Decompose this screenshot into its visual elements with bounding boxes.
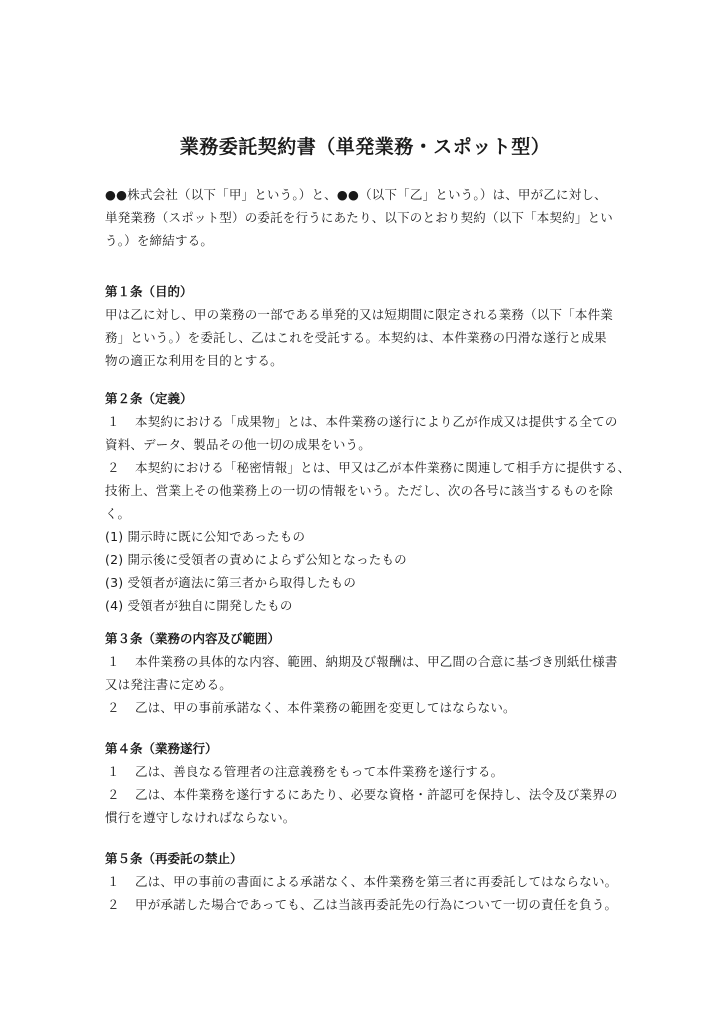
article-5 [105, 847, 625, 916]
article-heading: 第３条（業務の内容及び範囲） [105, 631, 281, 646]
paragraph-text: 本契約における「秘密情報」とは、甲又は乙が本件業務に関連して相手方に提供する、 [135, 460, 631, 475]
paragraph-number: １ [107, 874, 120, 889]
paragraph-line [105, 893, 625, 916]
paragraph-line [105, 456, 631, 479]
list-item: (3) 受領者が適法に第三者から取得したもの [105, 575, 357, 590]
article-line: 物の適正な利用を目的とする。 [105, 353, 283, 368]
paragraph-text: 乙は、善良なる管理者の注意義務をもって本件業務を遂行する。 [135, 764, 504, 779]
paragraph-number: １ [107, 654, 120, 669]
paragraph-line [105, 870, 625, 893]
paragraph-line [105, 696, 625, 719]
paragraph-line: 慣行を遵守しなければならない。 [105, 810, 296, 825]
paragraph-line [105, 760, 625, 783]
article-heading: 第４条（業務遂行） [105, 741, 218, 756]
article-2 [105, 387, 631, 617]
paragraph-text: 甲が承諾した場合であっても、乙は当該再委託先の行為について一切の責任を負う。 [135, 897, 618, 912]
paragraph-text: 乙は、本件業務を遂行するにあたり、必要な資格・許認可を保持し、法令及び業界の [135, 787, 618, 802]
article-heading: 第２条（定義） [105, 391, 193, 406]
paragraph-text: 本契約における「成果物」とは、本件業務の遂行により乙が作成又は提供する全ての [135, 414, 618, 429]
preamble [105, 183, 625, 252]
article-3 [105, 627, 625, 719]
paragraph-number: １ [107, 764, 120, 779]
paragraph-line: 又は発注書に定める。 [105, 677, 233, 692]
list-item: (2) 開示後に受領者の責めによらず公知となったもの [105, 552, 407, 567]
document-title: 業務委託契約書（単発業務・スポット型） [179, 136, 551, 158]
article-1 [105, 280, 625, 372]
list-item: (1) 開示時に既に公知であったもの [105, 529, 306, 544]
paragraph-line: 資料、データ、製品その他一切の成果をいう。 [105, 437, 371, 452]
paragraph-line: 技術上、営業上その他業務上の一切の情報をいう。ただし、次の各号に該当するものを除 [105, 483, 614, 498]
article-heading: 第１条（目的） [105, 284, 193, 299]
paragraph-line [105, 410, 625, 433]
article-4 [105, 737, 625, 829]
paragraph-text: 乙は、甲の事前承諾なく、本件業務の範囲を変更してはならない。 [135, 700, 516, 715]
paragraph-number: ２ [107, 787, 120, 802]
article-line: 甲は乙に対し、甲の業務の一部である単発的又は短期間に限定される業務（以下「本件業 [105, 307, 614, 322]
article-line: 務」という。）を委託し、乙はこれを受託する。本契約は、本件業務の円滑な遂行と成果 [105, 330, 607, 345]
paragraph-number: ２ [107, 460, 120, 475]
list-item: (4) 受領者が独自に開発したもの [105, 598, 293, 613]
article-heading: 第５条（再委託の禁止） [105, 851, 243, 866]
paragraph-line: く。 [105, 506, 131, 521]
paragraph-number: ２ [107, 700, 120, 715]
paragraph-text: 乙は、甲の事前の書面による承諾なく、本件業務を第三者に再委託してはならない。 [135, 874, 618, 889]
paragraph-number: ２ [107, 897, 120, 912]
paragraph-line [105, 650, 625, 673]
preamble-line: 単発業務（スポット型）の委託を行うにあたり、以下のとおり契約（以下「本契約」とい [105, 210, 614, 225]
preamble-line: う。）を締結する。 [105, 233, 214, 248]
preamble-line: ●●株式会社（以下「甲」という。）と、●●（以下「乙」という。）は、甲が乙に対し、 [105, 187, 607, 202]
paragraph-number: １ [107, 414, 120, 429]
paragraph-text: 本件業務の具体的な内容、範囲、納期及び報酬は、甲乙間の合意に基づき別紙仕様書 [135, 654, 618, 669]
paragraph-line [105, 783, 625, 806]
